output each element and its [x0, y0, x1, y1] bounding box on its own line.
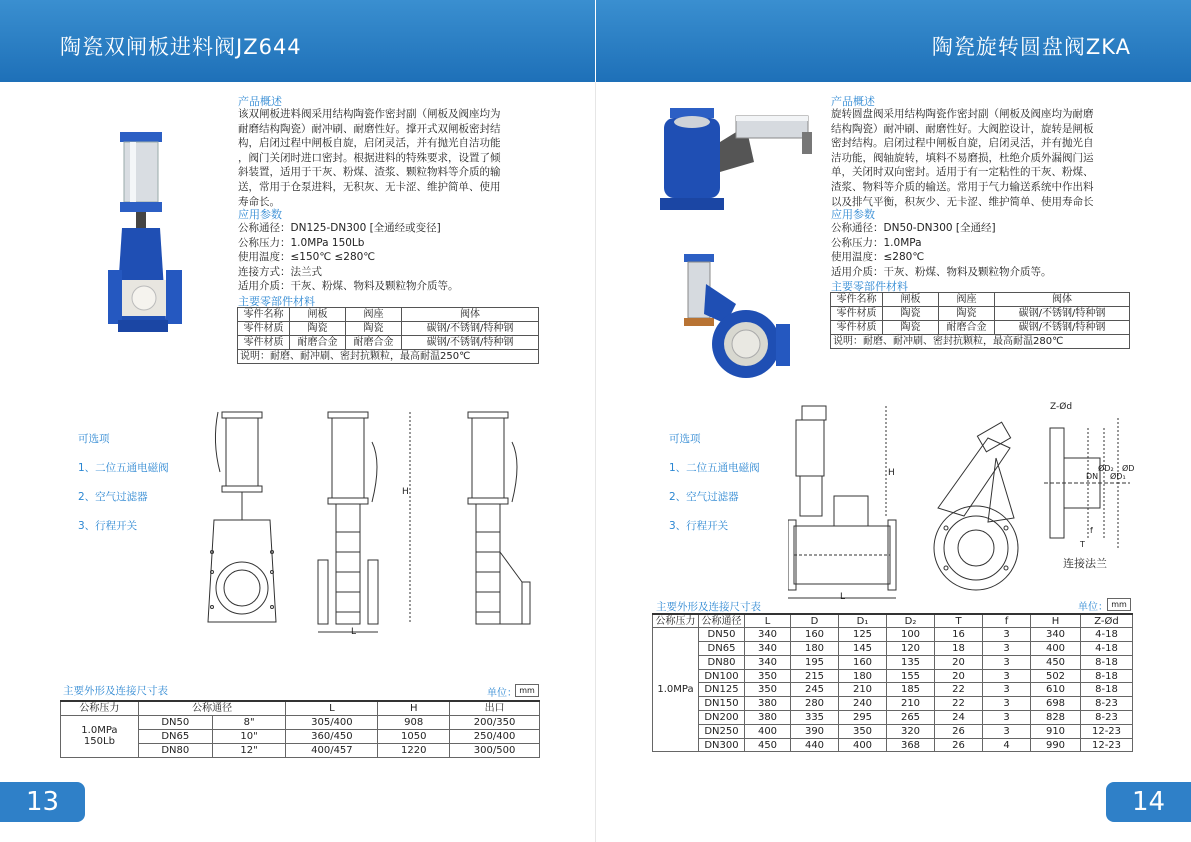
right-unit-label: 单位：	[1078, 602, 1108, 613]
right-drawing-label-l: L	[840, 592, 846, 602]
right-drawing-label-dn: DN	[1086, 472, 1099, 481]
right-params-text	[831, 221, 1132, 279]
left-options-heading: 可选项	[78, 433, 110, 445]
left-technical-drawing	[200, 402, 545, 642]
right-parts-table	[830, 292, 1130, 349]
page-spine	[595, 82, 596, 842]
pressure-cell: 1.0MPa 150Lb	[61, 715, 139, 757]
right-product-photo-bottom	[676, 244, 806, 384]
left-dims-table	[60, 700, 540, 758]
line: 渣浆、物料等介质的输送。常用于气力输送系统中作出料	[831, 180, 1094, 193]
table-row: DN80 12" 400/457 1220 300/500	[61, 743, 540, 757]
right-page-number: 14	[1106, 782, 1191, 822]
table-row: 零件材质 耐磨合金 耐磨合金 碳钢/不锈钢/特种钢	[238, 336, 539, 350]
right-option-item: 3、行程开关	[669, 520, 729, 532]
table-row: 零件材质 陶瓷 陶瓷 碳钢/不锈钢/特种钢	[831, 307, 1130, 321]
right-params-heading: 应用参数	[831, 208, 875, 221]
line: 寿命长。	[238, 195, 280, 208]
right-dims-table	[652, 613, 1133, 752]
line: 耐磨结构陶瓷）耐冲刷、耐磨性好。撑开式双闸板密封结	[238, 122, 501, 135]
line: ，阀门关闭时进口密封。根据进料的特殊要求，设置了倾	[238, 151, 501, 164]
table-row: DN125 350 245 210 185 22 3 610 8-18	[653, 683, 1133, 697]
line: 适用介质：干灰、粉煤、物料及颗粒物介质等。	[831, 265, 1052, 278]
right-drawing-label-h: H	[888, 468, 895, 478]
line: 结构陶瓷）耐冲刷、耐磨性好。大阀腔设计，旋转是闸板	[831, 122, 1094, 135]
left-params-heading: 应用参数	[238, 208, 282, 221]
right-product-photo-top	[650, 102, 820, 217]
left-overview-heading: 产品概述	[238, 95, 282, 108]
table-row: 零件名称 闸板 阀座 阀体	[238, 308, 539, 322]
line: 公称通径：DN50-DN300 [全通经]	[831, 222, 996, 234]
line: 公称通径：DN125-DN300 [全通经或变径]	[238, 222, 441, 234]
line: 斜装置，适用于干灰、粉煤、渣浆、颗粒物料等介质的输	[238, 166, 501, 179]
table-row: 公称压力 公称通径 L H 出口	[61, 701, 540, 715]
right-drawing-label-d1: ØD₁	[1110, 472, 1126, 481]
line: 送，常用于仓泵进料，无积灰、无卡涩、维护简单、使用	[238, 180, 501, 193]
right-technical-drawing	[788, 398, 1133, 608]
right-flange-caption: 连接法兰	[1063, 557, 1107, 570]
right-drawing-label-d2: ØD₂	[1098, 464, 1114, 473]
line: 公称压力：1.0MPa	[831, 236, 922, 249]
left-option-item: 2、空气过滤器	[78, 491, 148, 503]
table-row: 说明：耐磨、耐冲刷、密封抗颗粒，最高耐温280℃	[831, 335, 1130, 349]
line: 密封结构。启闭过程中闸板自旋，启闭灵活，并有抛光自	[831, 137, 1094, 150]
left-option-item: 3、行程开关	[78, 520, 138, 532]
table-row: DN65 340 180 145 120 18 3 400 4-18	[653, 642, 1133, 656]
right-drawing-label-t: T	[1080, 540, 1085, 549]
table-row: 1.0MPa 150Lb DN50 8" 305/400 908 200/350	[61, 715, 540, 729]
left-page-number: 13	[0, 782, 85, 822]
left-drawing-label-h: H	[402, 487, 409, 497]
line: 该双闸板进料阀采用结构陶瓷作密封副（闸板及阀座均为	[238, 108, 501, 120]
right-drawing-label-zd: Z-Ød	[1050, 402, 1073, 412]
line: 单，关闭时双向密封。适用于有一定粘性的干灰、粉煤、	[831, 166, 1094, 179]
right-parts-heading: 主要零部件材料	[831, 280, 908, 293]
line: 洁功能，阀轴旋转，填料不易磨损，杜绝介质外漏阀门运	[831, 151, 1094, 164]
left-header-bar	[0, 0, 595, 82]
right-overview-heading: 产品概述	[831, 95, 875, 108]
table-row: 零件材质 陶瓷 陶瓷 碳钢/不锈钢/特种钢	[238, 322, 539, 336]
right-options-heading: 可选项	[669, 433, 701, 445]
left-option-item: 1、二位五通电磁阀	[78, 462, 169, 474]
table-row: 1.0MPa DN50 340 160 125 100 16 3 340 4-18	[653, 628, 1133, 642]
line: 旋转圆盘阀采用结构陶瓷作密封副（闸板及阀座均为耐磨	[831, 108, 1094, 120]
line: 连接方式：法兰式	[238, 265, 322, 278]
right-option-item: 1、二位五通电磁阀	[669, 462, 760, 474]
line: 以及排气平衡，积灰少、无卡涩、维护简单、使用寿命长	[831, 195, 1094, 208]
right-option-item: 2、空气过滤器	[669, 491, 739, 503]
line: 公称压力：1.0MPa 150Lb	[238, 236, 365, 249]
left-product-photo	[100, 120, 220, 350]
table-row: DN80 340 195 160 135 20 3 450 8-18	[653, 655, 1133, 669]
pressure-cell: 1.0MPa	[653, 628, 699, 752]
line: 适用介质：干灰、粉煤、物料及颗粒物介质等。	[238, 280, 459, 293]
table-row: DN150 380 280 240 210 22 3 698 8-23	[653, 697, 1133, 711]
table-row: DN65 10" 360/450 1050 250/400	[61, 729, 540, 743]
right-drawing-label-d: ØD	[1122, 464, 1135, 473]
right-page-title: 陶瓷旋转圆盘阀ZKA	[931, 35, 1131, 59]
table-row: 说明：耐磨、耐冲刷、密封抗颗粒，最高耐温250℃	[238, 350, 539, 364]
table-row: 公称压力 公称通径 L D D₁ D₂ T f H Z-Ød	[653, 614, 1133, 628]
right-dims-heading: 主要外形及连接尺寸表	[656, 601, 761, 613]
left-unit-label: 单位：	[487, 688, 517, 699]
table-row: DN250 400 390 350 320 26 3 910 12-23	[653, 724, 1133, 738]
left-overview-text	[238, 107, 540, 209]
table-row: DN300 450 440 400 368 26 4 990 12-23	[653, 738, 1133, 752]
line: 构，启闭过程中闸板自旋，启闭灵活，并有抛光自洁功能	[238, 137, 501, 150]
line: 使用温度：≤150℃ ≤280℃	[238, 251, 376, 264]
table-row: 零件材质 陶瓷 耐磨合金 碳钢/不锈钢/特种钢	[831, 321, 1130, 335]
line: 使用温度：≤280℃	[831, 251, 925, 264]
left-params-text	[238, 221, 540, 294]
right-unit-value: mm	[1107, 598, 1131, 611]
table-row: DN100 350 215 180 155 20 3 502 8-18	[653, 669, 1133, 683]
left-page-title: 陶瓷双闸板进料阀JZ644	[60, 35, 302, 59]
right-drawing-label-f: f	[1090, 526, 1093, 535]
left-unit-value: mm	[515, 684, 539, 697]
left-dims-heading: 主要外形及连接尺寸表	[63, 685, 168, 697]
table-row: 零件名称 闸板 阀座 阀体	[831, 293, 1130, 307]
left-parts-table	[237, 307, 539, 364]
right-header-bar	[596, 0, 1191, 82]
left-parts-heading: 主要零部件材料	[238, 295, 315, 308]
left-drawing-label-l: L	[351, 627, 357, 637]
table-row: DN200 380 335 295 265 24 3 828 8-23	[653, 711, 1133, 725]
right-overview-text	[831, 107, 1132, 209]
